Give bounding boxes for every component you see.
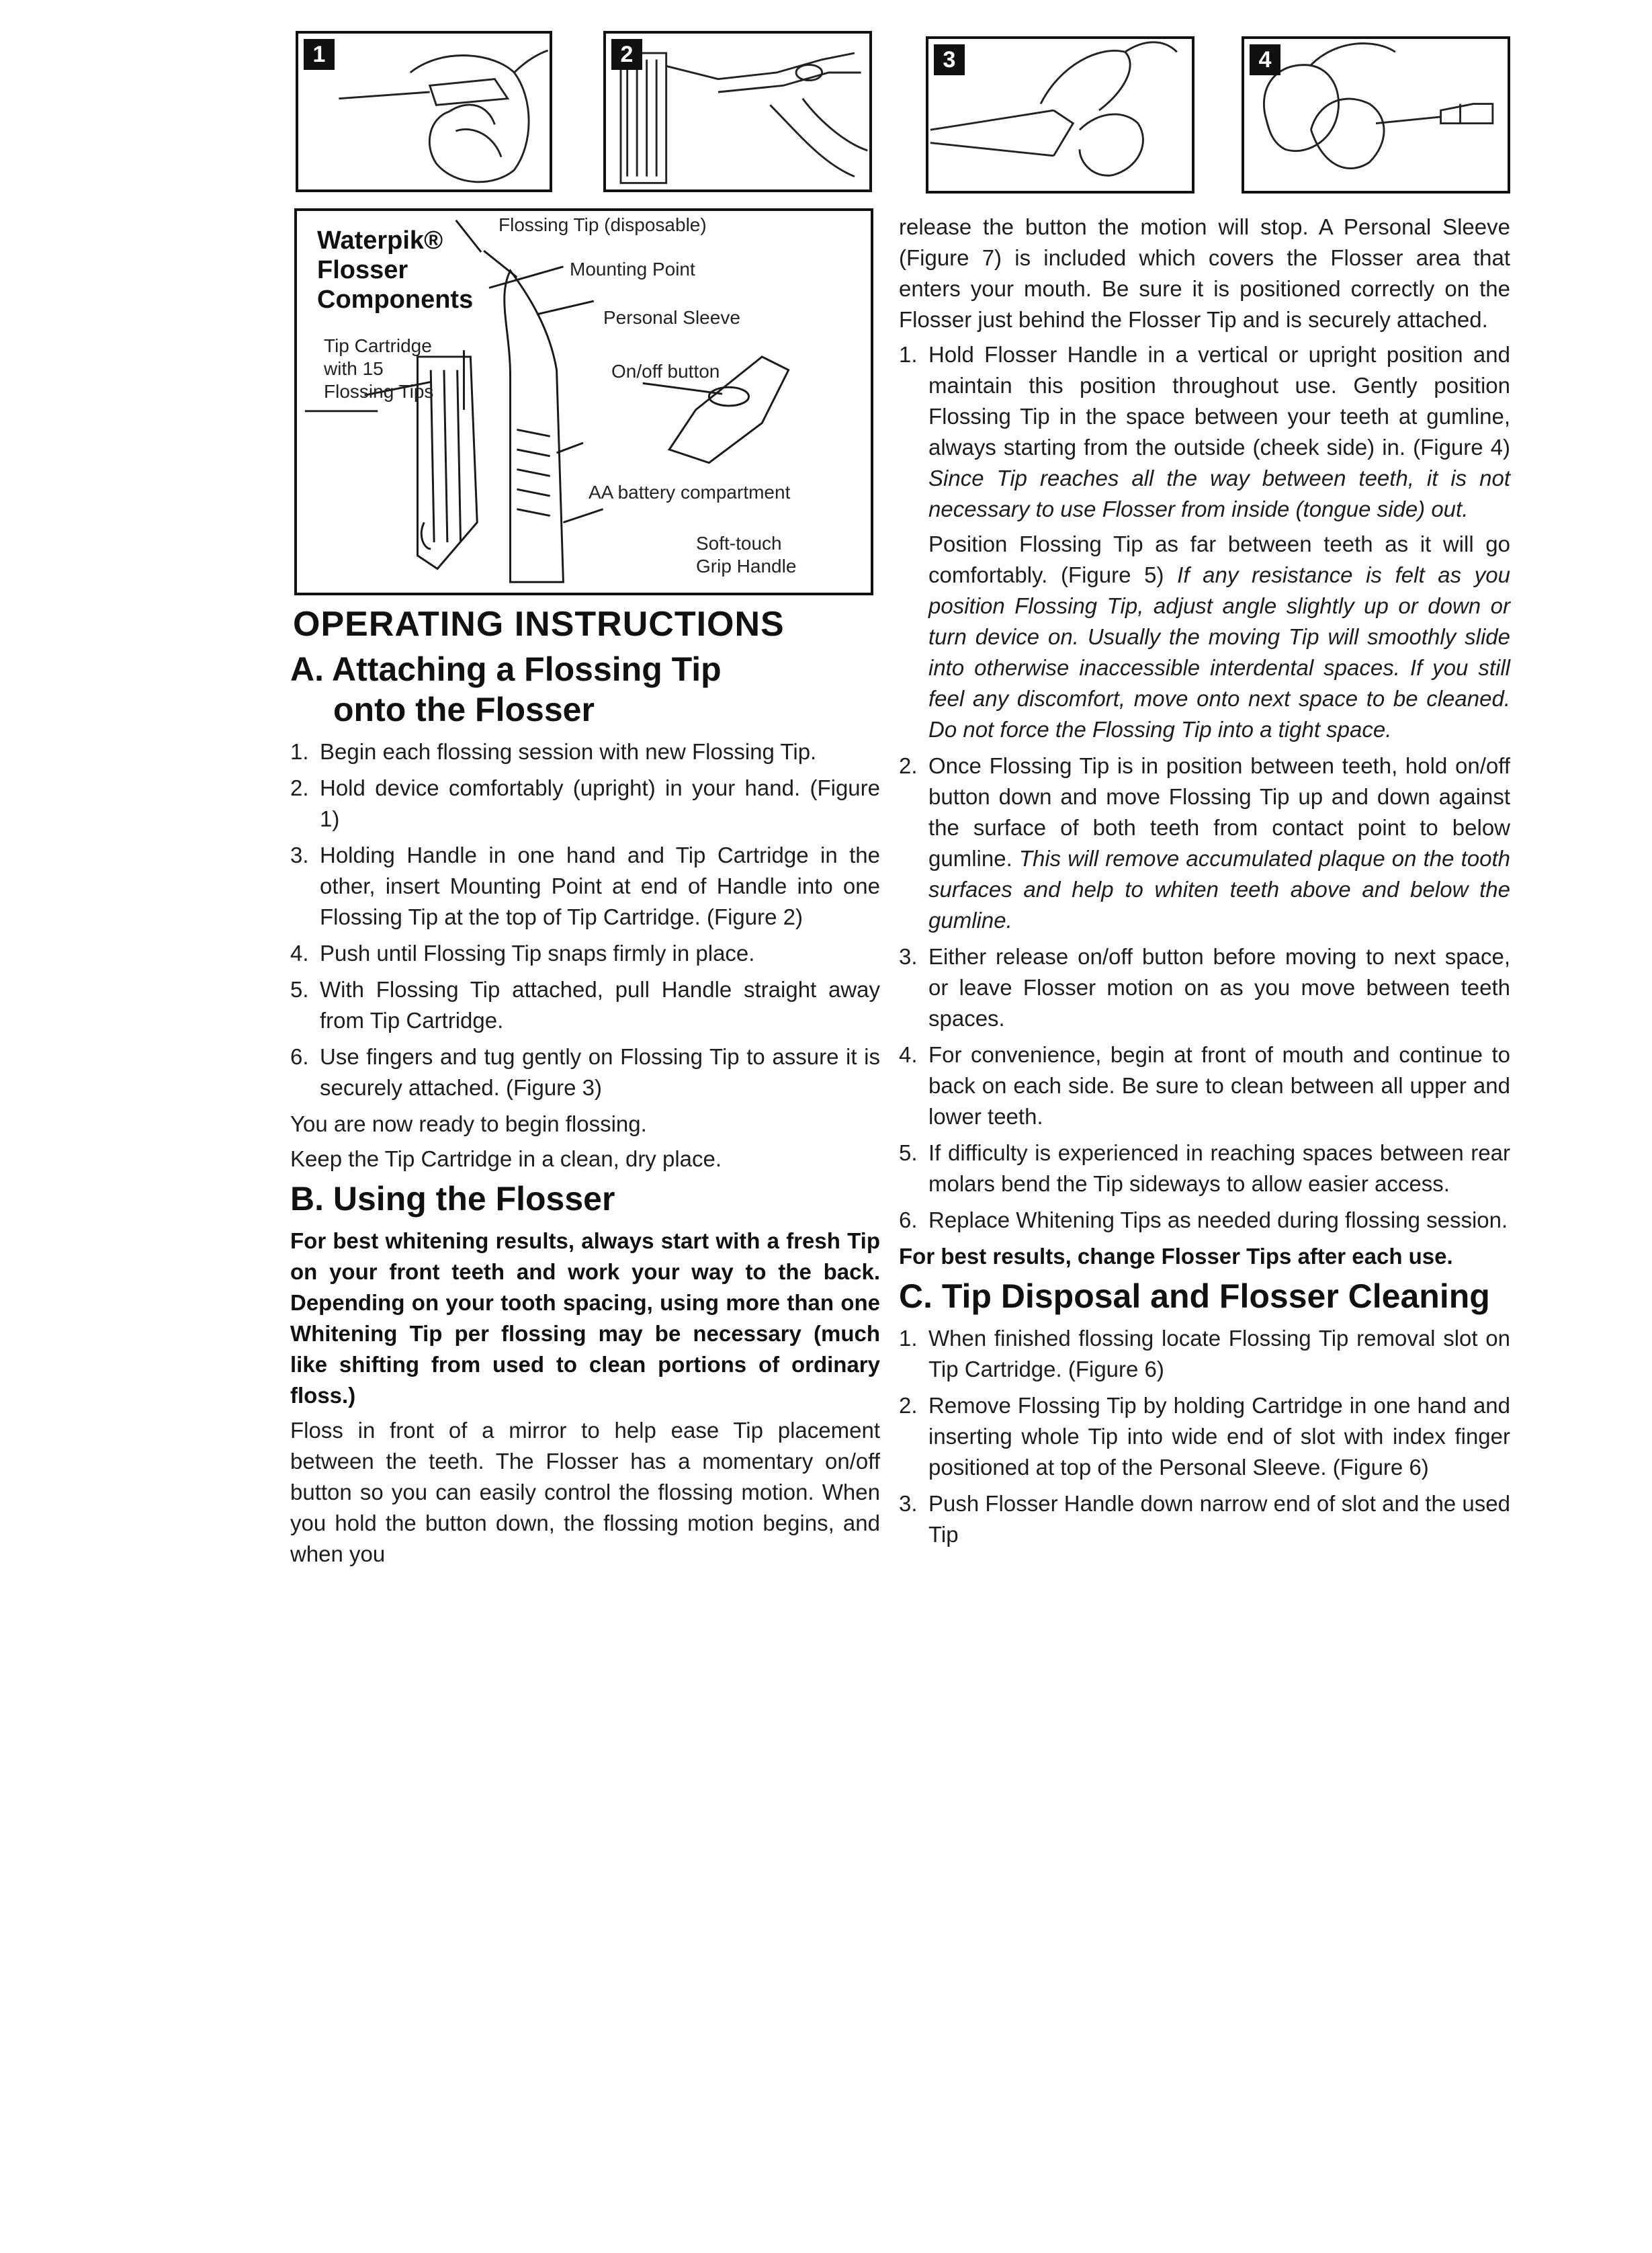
list-item <box>899 1138 1510 1199</box>
list-item <box>290 1042 880 1103</box>
section-a-steps <box>290 736 880 1103</box>
components-title-line3: Components <box>317 286 474 314</box>
section-a-heading <box>290 649 880 730</box>
step-text: Push Flosser Handle down narrow end of slot and the used Tip <box>928 1491 1510 1547</box>
list-item <box>899 1039 1510 1132</box>
step-text: Holding Handle in one hand and Tip Cartridge in the other, insert Mounting Point at end of Handle into one Flossing Tip at the top of Tip Cartridge. (Figure 2) <box>320 843 880 929</box>
step-text: Push until Flossing Tip snaps firmly in place. <box>320 941 755 966</box>
step-text: For convenience, begin at front of mouth and continue to back on each side. Be sure to clean between all upper and lower teeth. <box>928 1042 1510 1129</box>
figure-number-3: 3 <box>934 44 965 75</box>
usage-paragraph-part2: release the button the motion will stop. A Personal Sleeve (Figure 7) is included which covers the Flosser area that enters your mouth. Be sure it is positioned correctly on the Flosser just behind the Flosser Tip and is securely attached. <box>899 214 1510 332</box>
section-b-heading: B. Using the Flosser <box>290 1180 615 1218</box>
components-title-line1: Waterpik® <box>317 226 443 255</box>
tip-cartridge-mounting-illustration <box>606 34 869 189</box>
step-text: Either release on/off button before moving to next space, or leave Flosser motion on as you move between teeth spaces. <box>928 944 1510 1031</box>
step-text: Begin each flossing session with new Flossing Tip. <box>320 739 817 764</box>
step-number: 3. <box>899 944 918 969</box>
step-continuation: Position Flossing Tip as far between teeth as it will go comfortably. (Figure 5) <box>928 532 1510 587</box>
step-text: Replace Whitening Tips as needed during flossing session. <box>928 1207 1508 1232</box>
label-flossing-tip: Flossing Tip (disposable) <box>498 214 707 235</box>
list-item <box>290 938 880 969</box>
list-item <box>899 339 1510 745</box>
step-number: 6. <box>899 1207 918 1232</box>
step-number: 2. <box>290 775 309 800</box>
left-column <box>290 603 880 1574</box>
step-text: With Flossing Tip attached, pull Handle straight away from Tip Cartridge. <box>320 977 880 1033</box>
step-number: 2. <box>899 1393 918 1418</box>
step-italic-note: This will remove accumulated plaque on the tooth surfaces and help to whiten teeth above and below the gumline. <box>928 846 1510 933</box>
figure-number-4: 4 <box>1250 44 1280 75</box>
step-number: 1. <box>899 342 918 367</box>
step-text: Hold device comfortably (upright) in your hand. (Figure 1) <box>320 775 880 831</box>
step-text: If difficulty is experienced in reaching spaces between rear molars bend the Tip sideways to allow easier access. <box>928 1140 1510 1196</box>
step-number: 4. <box>899 1042 918 1067</box>
step-text: Once Flossing Tip is in position between teeth, hold on/off button down and move Flossing Tip up and down against the surface of both teeth from contact point to below gumline. <box>928 753 1510 871</box>
label-battery-compartment: AA battery compartment <box>589 482 791 503</box>
step-number: 1. <box>899 1326 918 1351</box>
step-text: When finished flossing locate Flossing Tip removal slot on Tip Cartridge. (Figure 6) <box>928 1326 1510 1381</box>
list-item <box>899 941 1510 1034</box>
step-continuation-italic: If any resistance is felt as you position Flossing Tip, adjust angle slightly up or down or turn device on. Usually the moving Tip will smoothly slide into otherwise inaccessible interdental spaces. If you still feel any discomfort, move onto next space to be cleaned. Do not force the Flossing Tip into a tight space. <box>928 562 1511 742</box>
section-a-heading-line2: onto the Flosser <box>333 691 595 728</box>
components-title-line2: Flosser <box>317 256 408 284</box>
list-item <box>290 840 880 933</box>
section-c-steps <box>899 1323 1510 1550</box>
step-number: 3. <box>290 843 309 867</box>
figure-3 <box>926 36 1194 194</box>
step-italic-note: Since Tip reaches all the way between teeth, it is not necessary to use Flosser from inside (tongue side) out. <box>928 466 1510 521</box>
list-item <box>290 974 880 1036</box>
tug-tip-illustration <box>928 39 1192 191</box>
label-personal-sleeve: Personal Sleeve <box>603 307 740 328</box>
section-b-steps <box>899 339 1510 1236</box>
best-results-note: For best results, change Flosser Tips after each use. <box>899 1244 1453 1269</box>
list-item <box>899 751 1510 936</box>
tip-between-teeth-illustration <box>1244 39 1508 191</box>
figure-1 <box>296 31 552 192</box>
list-item <box>290 736 880 767</box>
step-number: 5. <box>899 1140 918 1165</box>
hand-holding-flosser-illustration <box>298 34 550 189</box>
label-mounting-point: Mounting Point <box>570 259 695 280</box>
step-text: Hold Flosser Handle in a vertical or upright position and maintain this position throughout use. Gently position Flossing Tip in the space between your teeth at gumline, always starting from the outside (cheek side) in. (Figure 4) <box>928 342 1510 460</box>
figure-4 <box>1242 36 1510 194</box>
list-item <box>899 1323 1510 1385</box>
step-number: 6. <box>290 1044 309 1069</box>
components-title <box>317 226 473 314</box>
list-item <box>899 1488 1510 1550</box>
operating-instructions-heading: OPERATING INSTRUCTIONS <box>293 605 785 644</box>
label-grip-handle: Soft-touch Grip Handle <box>696 533 797 577</box>
storage-note: Keep the Tip Cartridge in a clean, dry place. <box>290 1146 722 1171</box>
right-column <box>899 212 1510 1556</box>
list-item <box>290 773 880 835</box>
label-tip-cartridge: Tip Cartridge with 15 Flossing Tips <box>324 335 434 402</box>
figure-2 <box>603 31 872 192</box>
usage-paragraph-part1: Floss in front of a mirror to help ease Tip placement between the teeth. The Flosser has a momentary on/off button so you can easily control the flossing motion. When you hold the button down, the flossing motion begins, and when you <box>290 1418 880 1566</box>
label-onoff-button: On/off button <box>611 361 720 382</box>
step-number: 5. <box>290 977 309 1002</box>
section-c-heading: C. Tip Disposal and Flosser Cleaning <box>899 1277 1490 1315</box>
figure-number-2: 2 <box>611 39 642 70</box>
step-number: 4. <box>290 941 309 966</box>
list-item <box>899 1390 1510 1483</box>
step-number: 2. <box>899 753 918 778</box>
list-item <box>899 1205 1510 1236</box>
step-text: Remove Flossing Tip by holding Cartridge in one hand and inserting whole Tip into wide end of slot with index finger positioned at top of the Personal Sleeve. (Figure 6) <box>928 1393 1510 1480</box>
step-text: Use fingers and tug gently on Flossing Tip to assure it is securely attached. (Figure 3) <box>320 1044 880 1100</box>
section-a-heading-line1: A. Attaching a Flossing Tip <box>290 650 722 688</box>
whitening-intro: For best whitening results, always start with a fresh Tip on your front teeth and work your way to the back. Depending on your tooth spacing, using more than one Whitening Tip per flossing may be necessary (much like shifting from used to clean portions of ordinary floss.) <box>290 1228 880 1408</box>
step-number: 1. <box>290 739 309 764</box>
flosser-components-diagram <box>294 208 873 595</box>
step-number: 3. <box>899 1491 918 1516</box>
ready-note: You are now ready to begin flossing. <box>290 1111 647 1136</box>
figure-number-1: 1 <box>304 39 335 70</box>
